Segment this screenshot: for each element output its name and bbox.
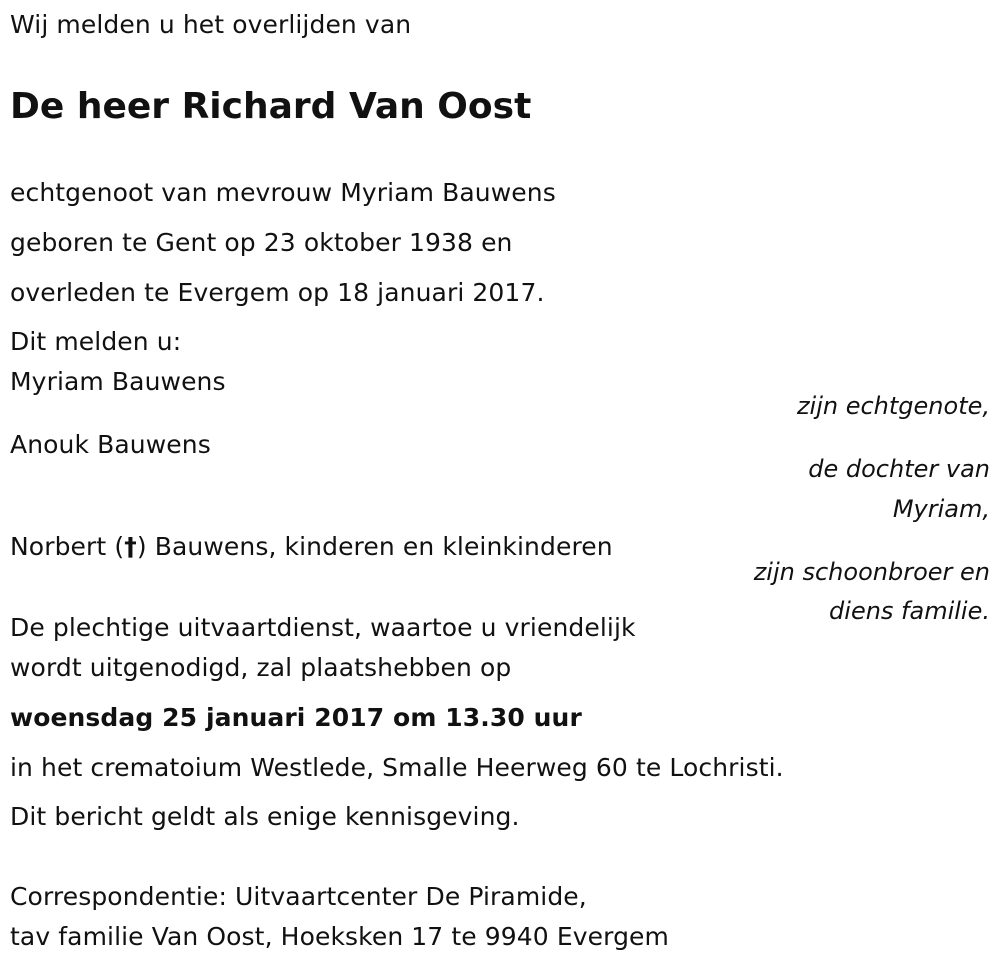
detail-death: overleden te Evergem op 18 januari 2017. <box>10 278 545 307</box>
relative-relation-3a: zijn schoonbroer en <box>753 558 990 586</box>
relative-relation-2a: de dochter van <box>808 455 990 483</box>
service-text-1: De plechtige uitvaartdienst, waartoe u vriendelijk <box>10 613 636 642</box>
correspondence-line-1: Correspondentie: Uitvaartcenter De Piramide, <box>10 882 587 911</box>
deceased-name: De heer Richard Van Oost <box>10 86 532 127</box>
detail-birth: geboren te Gent op 23 oktober 1938 en <box>10 228 513 257</box>
announcers-label: Dit melden u: <box>10 327 182 356</box>
relative-relation-1: zijn echtgenote, <box>796 392 990 420</box>
relative-name-3-after: ) Bauwens, kinderen en kleinkinderen <box>136 532 613 561</box>
relative-name-3-before: Norbert ( <box>10 532 125 561</box>
service-location: in het crematoium Westlede, Smalle Heerweg 60 te Lochristi. <box>10 753 784 782</box>
intro-text: Wij melden u het overlijden van <box>10 10 412 39</box>
notice-text: Dit bericht geldt als enige kennisgeving. <box>10 802 520 831</box>
service-datetime: woensdag 25 januari 2017 om 13.30 uur <box>10 703 582 732</box>
correspondence-line-2: tav familie Van Oost, Hoeksken 17 te 9940 Evergem <box>10 922 669 951</box>
relative-relation-2b: Myriam, <box>892 495 990 523</box>
relative-name-3 <box>10 532 613 562</box>
detail-spouse: echtgenoot van mevrouw Myriam Bauwens <box>10 178 556 207</box>
service-text-2: wordt uitgenodigd, zal plaatshebben op <box>10 653 512 682</box>
relative-relation-3b: diens familie. <box>829 597 990 625</box>
relative-name-1: Myriam Bauwens <box>10 367 226 396</box>
relative-name-2: Anouk Bauwens <box>10 430 211 459</box>
cross-icon: † <box>124 532 137 561</box>
